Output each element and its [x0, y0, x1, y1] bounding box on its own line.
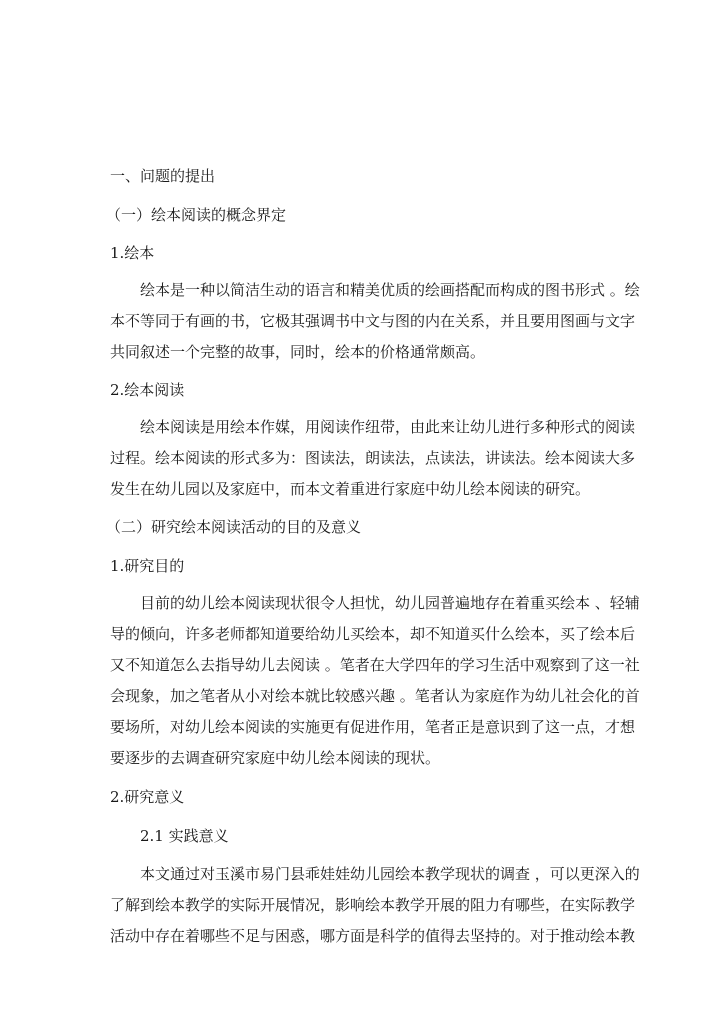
paragraph-line: 要场所，对幼儿绘本阅读的实施更有促进作用，笔者正是意识到了这一点，才想: [110, 718, 636, 736]
heading-concept-definition: （一）绘本阅读的概念界定: [106, 206, 287, 224]
heading-picture-book: 1.绘本: [110, 244, 155, 262]
heading-practical-significance: 2.1 实践意义: [140, 827, 229, 845]
paragraph-line: 导的倾向，许多老师都知道要给幼儿买绘本，却不知道买什么绘本，买了绘本后: [110, 625, 636, 643]
paragraph-line: 过程。绘本阅读的形式多为：图读法，朗读法，点读法，讲读法。绘本阅读大多: [110, 449, 636, 467]
heading-research-purpose: 1.研究目的: [110, 557, 185, 575]
paragraph-line: 目前的幼儿绘本阅读现状很令人担忧，幼儿园普遍地存在着重买绘本 、轻辅: [140, 594, 640, 612]
paragraph-line: 了解到绘本教学的实际开展情况，影响绘本教学开展的阻力有哪些，在实际教学: [110, 896, 636, 914]
heading-purpose-and-significance: （二）研究绘本阅读活动的目的及意义: [106, 518, 362, 536]
heading-research-significance: 2.研究意义: [110, 788, 185, 806]
paragraph-line: 又不知道怎么去指导幼儿去阅读 。笔者在大学四年的学习生活中观察到了这一社: [110, 656, 640, 674]
paragraph-line: 发生在幼儿园以及家庭中，而本文着重进行家庭中幼儿绘本阅读的研究。: [110, 480, 591, 498]
paragraph-line: 绘本是一种以简洁生动的语言和精美优质的绘画搭配而构成的图书形式 。绘: [140, 281, 640, 299]
paragraph-line: 活动中存在着哪些不足与困惑，哪方面是科学的值得去坚持的。对于推动绘本教: [110, 927, 636, 945]
paragraph-line: 要逐步的去调查研究家庭中幼儿绘本阅读的现状。: [110, 749, 441, 767]
paragraph-line: 绘本阅读是用绘本作媒，用阅读作纽带，由此来让幼儿进行多种形式的阅读: [140, 418, 636, 436]
heading-problem-statement: 一、问题的提出: [110, 167, 216, 185]
paragraph-line: 本文通过对玉溪市易门县乖娃娃幼儿园绘本教学现状的调查 ，可以更深入的: [140, 865, 640, 883]
heading-picture-book-reading: 2.绘本阅读: [110, 381, 185, 399]
paragraph-line: 本不等同于有画的书，它极其强调书中文与图的内在关系，并且要用图画与文字: [110, 312, 636, 330]
paragraph-line: 会现象，加之笔者从小对绘本就比较感兴趣 。笔者认为家庭作为幼儿社会化的首: [110, 687, 640, 705]
paragraph-line: 共同叙述一个完整的故事，同时，绘本的价格通常颇高。: [110, 343, 486, 361]
